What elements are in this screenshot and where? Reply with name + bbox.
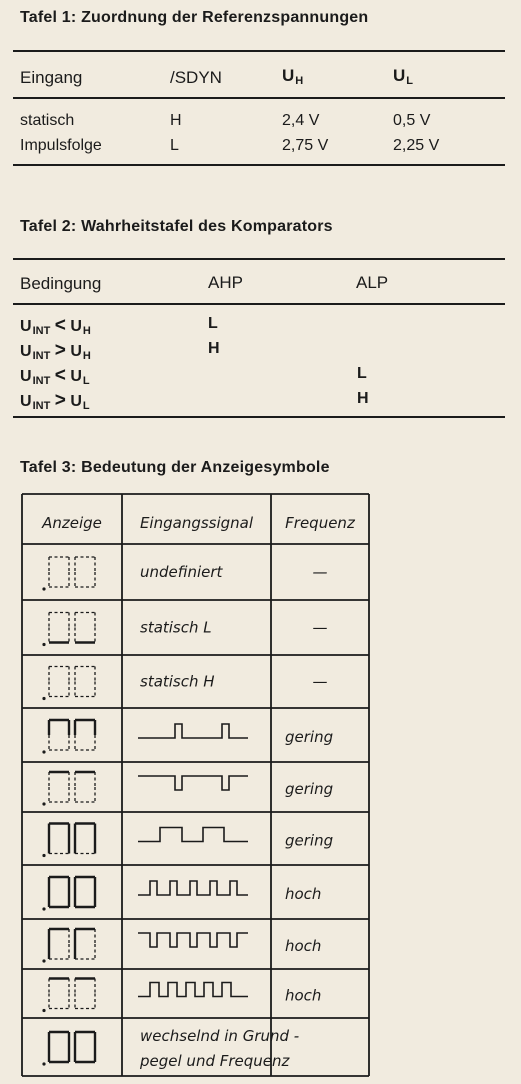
table2-header-ahp: AHP <box>208 273 243 292</box>
table3-signal-text: statisch L <box>140 618 212 637</box>
display-point <box>42 643 45 646</box>
display-point <box>42 697 45 700</box>
table1-cell-r1c2: 2,75 V <box>282 137 329 154</box>
waveform-square-sparse <box>138 828 248 842</box>
table1-cell-r1c3: 2,25 V <box>393 137 440 154</box>
table2-alp-r2: L <box>357 365 367 382</box>
display-point <box>42 907 45 910</box>
table1-cell-r1c1: L <box>170 137 179 154</box>
table3-frequency: — <box>312 563 328 581</box>
table2-condition-r0: UINT < UH <box>20 315 91 337</box>
table1-cell-r0c2: 2,4 V <box>282 112 320 129</box>
waveform-negative-pulses-dense <box>138 933 248 947</box>
table3-header-eingangssignal: Eingangssignal <box>139 514 254 532</box>
table1-cell-r0c0: statisch <box>20 112 75 129</box>
waveform-negative-pulses-sparse <box>138 776 248 790</box>
table3-frequency: gering <box>285 728 334 746</box>
table2-alp-r3: H <box>357 390 369 407</box>
table2-condition-r2: UINT < UL <box>20 365 90 387</box>
table2-condition-r1: UINT > UH <box>20 340 91 362</box>
table3-signal-text: statisch H <box>140 672 215 691</box>
table3-header-anzeige: Anzeige <box>42 514 102 532</box>
table3-title: Tafel 3: Bedeutung der Anzeigesymbole <box>20 459 330 476</box>
table2-title: Tafel 2: Wahrheitstafel des Komparators <box>20 218 333 235</box>
table1-cell-r1c0: Impulsfolge <box>20 137 102 154</box>
table1-title: Tafel 1: Zuordnung der Referenzspannungen <box>20 9 369 26</box>
table2-header-bedingung: Bedingung <box>20 274 102 293</box>
table3-signal-text-line1: wechselnd in Grund - <box>140 1027 300 1045</box>
display-point <box>42 587 45 590</box>
table3-frequency: hoch <box>285 937 322 955</box>
waveform-positive-pulses-dense <box>138 881 248 895</box>
table3-frequency: gering <box>285 831 334 850</box>
display-point <box>42 750 45 753</box>
waveform-square-dense <box>138 983 248 997</box>
table1-header-ul: UL <box>393 66 414 87</box>
table1-header-eingang: Eingang <box>20 68 83 87</box>
table3-header-frequenz: Frequenz <box>285 514 355 532</box>
table2-ahp-r1: H <box>208 340 220 357</box>
table2-ahp-r0: L <box>208 315 218 332</box>
table3-frequency: hoch <box>285 885 322 903</box>
display-point <box>42 854 45 857</box>
table2-header-alp: ALP <box>356 273 389 292</box>
display-point <box>42 1062 45 1065</box>
table1-header-uh: UH <box>282 66 304 87</box>
table1-cell-r0c1: H <box>170 112 182 129</box>
table3-signal-text-line2: pegel und Frequenz <box>140 1052 290 1070</box>
table1-header-sdyn: /SDYN <box>170 68 222 87</box>
table3-signal-text: undefiniert <box>140 563 223 581</box>
display-point <box>42 802 45 805</box>
table3-frequency: — <box>312 672 328 691</box>
display-point <box>42 959 45 962</box>
display-point <box>42 1009 45 1012</box>
table3-frequency: hoch <box>285 986 322 1005</box>
table2-condition-r3: UINT > UL <box>20 390 90 412</box>
table3-frequency: gering <box>285 780 334 798</box>
waveform-positive-pulses-sparse <box>138 724 248 738</box>
table1-cell-r0c3: 0,5 V <box>393 112 431 129</box>
table3-frequency: — <box>312 618 328 637</box>
